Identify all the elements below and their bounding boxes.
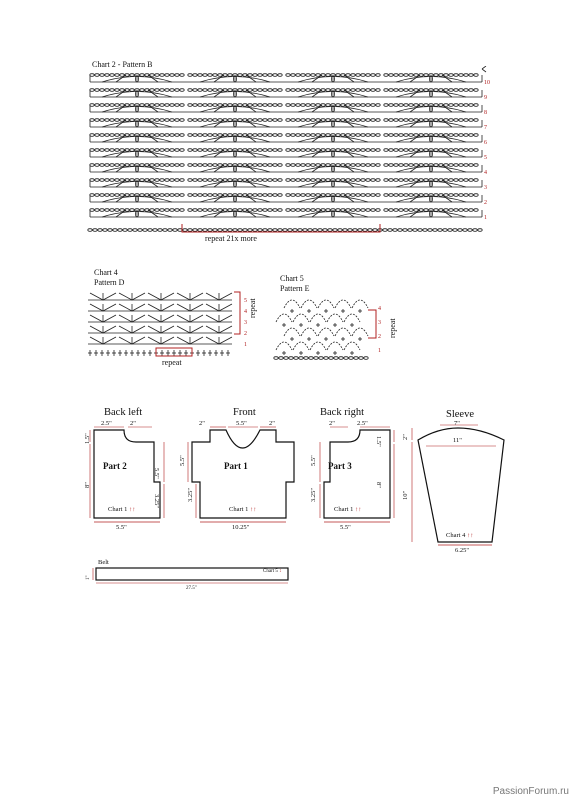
front-left-top: 5.5": [179, 455, 186, 466]
chart2-diagram: [86, 66, 496, 250]
chart5-row-2: 2: [378, 334, 381, 340]
chart4-row-5: 5: [244, 298, 247, 304]
front-top-left: 2": [199, 420, 205, 427]
sleeve-bottom: 6.25": [455, 547, 470, 554]
front-bottom: 10.25": [232, 524, 250, 531]
chart2-row-10: 10: [484, 80, 490, 86]
chart5-row-4: 4: [378, 306, 381, 312]
chart2-row-2: 2: [484, 200, 487, 206]
back-left-left-main: 8": [84, 482, 91, 488]
front-part: Part 1: [224, 461, 248, 471]
chart2-row-9: 9: [484, 95, 487, 101]
back-left-right-top: 5.5": [153, 468, 160, 479]
chart4-row-4: 4: [244, 309, 247, 315]
back-right-chart-ref: Chart 1 ↑↑: [334, 506, 362, 513]
back-right-top-left: 2": [329, 420, 335, 427]
back-right-schematic: [312, 420, 402, 530]
chart2-row-8: 8: [484, 110, 487, 116]
chart5-row-1: 1: [378, 348, 381, 354]
back-right-bottom: 5.5": [340, 524, 351, 531]
back-right-right-main: 8": [375, 482, 382, 488]
back-left-top-right: 2": [130, 420, 136, 427]
back-left-right-bottom: 3.25": [153, 494, 160, 509]
back-left-chart-ref: Chart 1 ↑↑: [108, 506, 136, 513]
back-left-schematic: [84, 420, 174, 530]
chart4-row-3: 3: [244, 320, 247, 326]
chart4-repeat-side: repeat: [248, 298, 257, 318]
sleeve-left-top: 2": [402, 434, 409, 440]
sleeve-top: 7": [454, 420, 460, 427]
chart5-repeat-label: repeat: [388, 318, 397, 338]
chart5-title-2: Pattern E: [280, 284, 310, 293]
chart2-row-6: 6: [484, 140, 487, 146]
sleeve-title: Sleeve: [446, 409, 474, 420]
back-right-left-top: 5.5": [310, 455, 317, 466]
chart4-repeat-bottom: repeat: [162, 358, 182, 367]
front-left-bottom: 3.25": [187, 487, 194, 502]
chart2-repeat-label: repeat 21x more: [205, 234, 257, 243]
back-left-title: Back left: [104, 407, 143, 418]
back-left-left-top: 1.5": [84, 433, 91, 444]
chart2-row-5: 5: [484, 155, 487, 161]
chart4-title-1: Chart 4: [94, 268, 118, 277]
back-left-part: Part 2: [103, 461, 127, 471]
chart5-row-3: 3: [378, 320, 381, 326]
chart5-title-1: Chart 5: [280, 274, 304, 283]
chart4-title-2: Pattern D: [94, 278, 125, 287]
chart2-title: Chart 2 - Pattern B: [92, 60, 153, 69]
back-left-top-left: 2.5": [101, 420, 112, 427]
watermark: PassionForum.ru: [492, 786, 569, 797]
chart4-row-1: 1: [244, 342, 247, 348]
front-top-mid: 5.5": [236, 420, 247, 427]
belt-chart-ref: Chart 5 ↕: [263, 569, 282, 574]
back-right-left-bottom: 3.25": [310, 487, 317, 502]
back-right-part: Part 3: [328, 461, 352, 471]
front-schematic: [182, 420, 308, 530]
sleeve-upper-width: 11": [453, 437, 462, 444]
front-top-right: 2": [269, 420, 275, 427]
chart2-row-7: 7: [484, 125, 487, 131]
belt-height: 1": [86, 575, 91, 580]
chart2-row-3: 3: [484, 185, 487, 191]
belt-length: 27.5": [186, 586, 197, 591]
sleeve-left-main: 10": [402, 490, 409, 500]
front-chart-ref: Chart 1 ↑↑: [229, 506, 257, 513]
back-left-bottom: 5.5": [116, 524, 127, 531]
chart4-row-2: 2: [244, 331, 247, 337]
chart2-row-1: 1: [484, 215, 487, 221]
back-right-top-right: 2.5": [357, 420, 368, 427]
chart2-row-4: 4: [484, 170, 487, 176]
front-title: Front: [233, 407, 256, 418]
chart5-diagram: [272, 292, 392, 366]
back-right-right-top: 1.5": [375, 436, 382, 447]
back-right-title: Back right: [320, 407, 365, 418]
belt-title: Belt: [98, 559, 109, 566]
sleeve-chart-ref: Chart 4 ↑↑: [446, 532, 474, 539]
